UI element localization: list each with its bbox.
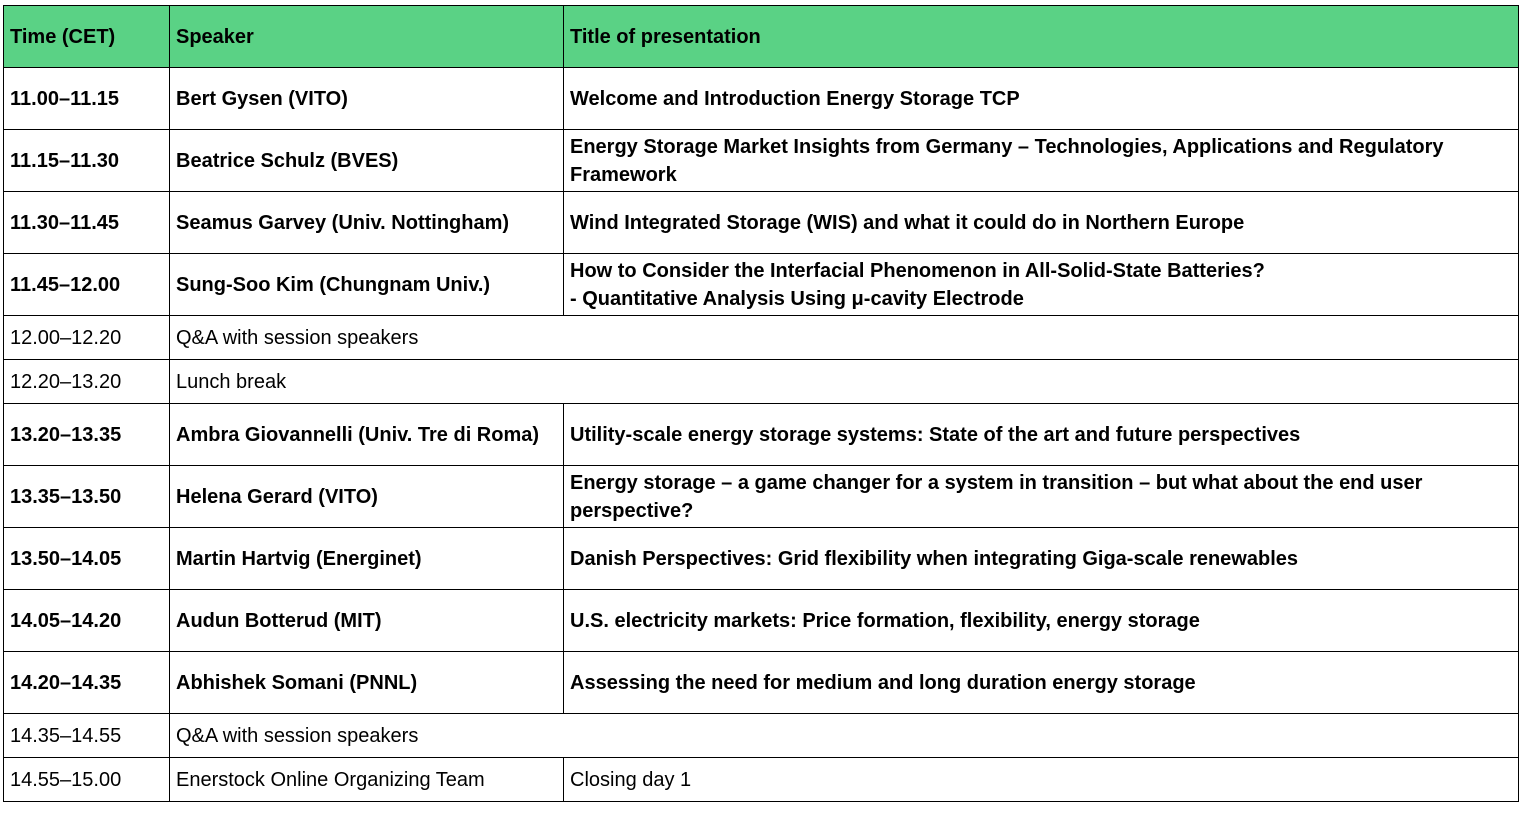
- table-row: [4, 130, 1519, 192]
- time-cell: 14.20–14.35: [4, 652, 170, 714]
- header-row: [4, 6, 1519, 68]
- speaker-cell: Audun Botterud (MIT): [170, 590, 564, 652]
- table-row: [4, 714, 1519, 758]
- agenda-table: [3, 5, 1519, 802]
- title-cell: [564, 254, 1519, 316]
- title-cell: Wind Integrated Storage (WIS) and what it could do in Northern Europe: [564, 192, 1519, 254]
- speaker-cell: Sung-Soo Kim (Chungnam Univ.): [170, 254, 564, 316]
- title-cell: Closing day 1: [564, 758, 1519, 802]
- table-row: [4, 528, 1519, 590]
- speaker-cell: Bert Gysen (VITO): [170, 68, 564, 130]
- table-row: [4, 404, 1519, 466]
- table-row: [4, 758, 1519, 802]
- title-cell: U.S. electricity markets: Price formation, flexibility, energy storage: [564, 590, 1519, 652]
- time-cell: 12.20–13.20: [4, 360, 170, 404]
- time-cell: 11.00–11.15: [4, 68, 170, 130]
- table-row: [4, 590, 1519, 652]
- speaker-cell: Enerstock Online Organizing Team: [170, 758, 564, 802]
- table-row: [4, 652, 1519, 714]
- time-cell: 13.20–13.35: [4, 404, 170, 466]
- speaker-cell: Beatrice Schulz (BVES): [170, 130, 564, 192]
- speaker-cell: Helena Gerard (VITO): [170, 466, 564, 528]
- time-cell: 13.50–14.05: [4, 528, 170, 590]
- speaker-cell: Martin Hartvig (Energinet): [170, 528, 564, 590]
- time-cell: 14.55–15.00: [4, 758, 170, 802]
- title-cell: Energy Storage Market Insights from Germany – Technologies, Applications and Regulatory Framework: [564, 130, 1519, 192]
- time-cell: 11.30–11.45: [4, 192, 170, 254]
- time-cell: 11.15–11.30: [4, 130, 170, 192]
- title-cell: Danish Perspectives: Grid flexibility when integrating Giga-scale renewables: [564, 528, 1519, 590]
- time-cell: 12.00–12.20: [4, 316, 170, 360]
- table-row: [4, 192, 1519, 254]
- table-row: [4, 254, 1519, 316]
- time-column-header: Time (CET): [4, 6, 170, 68]
- title-cell: Utility-scale energy storage systems: State of the art and future perspectives: [564, 404, 1519, 466]
- table-row: [4, 316, 1519, 360]
- speaker-cell: Abhishek Somani (PNNL): [170, 652, 564, 714]
- time-cell: 13.35–13.50: [4, 466, 170, 528]
- time-cell: 14.35–14.55: [4, 714, 170, 758]
- session-note-cell: Lunch break: [170, 360, 1519, 404]
- table-row: [4, 466, 1519, 528]
- time-cell: 11.45–12.00: [4, 254, 170, 316]
- title-column-header: Title of presentation: [564, 6, 1519, 68]
- table-row: [4, 68, 1519, 130]
- title-line-2: - Quantitative Analysis Using μ-cavity Electrode: [570, 287, 1024, 310]
- session-note-cell: Q&A with session speakers: [170, 714, 1519, 758]
- table-row: [4, 360, 1519, 404]
- time-cell: 14.05–14.20: [4, 590, 170, 652]
- title-cell: Welcome and Introduction Energy Storage TCP: [564, 68, 1519, 130]
- speaker-cell: Ambra Giovannelli (Univ. Tre di Roma): [170, 404, 564, 466]
- speaker-cell: Seamus Garvey (Univ. Nottingham): [170, 192, 564, 254]
- session-note-cell: Q&A with session speakers: [170, 316, 1519, 360]
- title-cell: Assessing the need for medium and long duration energy storage: [564, 652, 1519, 714]
- title-cell: Energy storage – a game changer for a system in transition – but what about the end user perspective?: [564, 466, 1519, 528]
- title-line-1: How to Consider the Interfacial Phenomenon in All-Solid-State Batteries?: [570, 259, 1265, 282]
- speaker-column-header: Speaker: [170, 6, 564, 68]
